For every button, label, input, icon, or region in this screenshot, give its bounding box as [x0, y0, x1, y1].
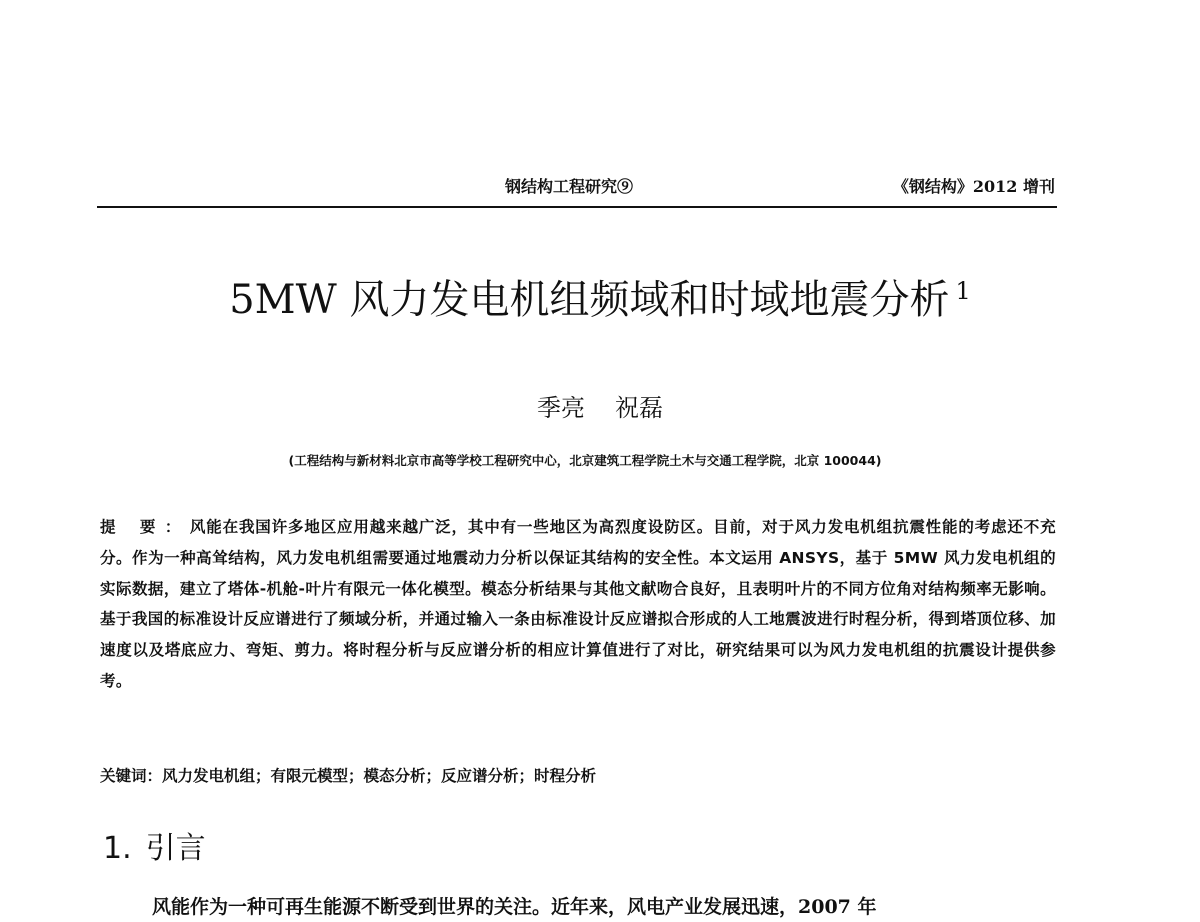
author-list — [0, 388, 1200, 428]
keywords-label: 关键词： — [100, 767, 163, 785]
abstract-text: 风能在我国许多地区应用越来越广泛，其中有一些地区为高烈度设防区。目前，对于风力发电机组抗震性能的考虑还不充分。作为一种高耸结构，风力发电机组需要通过地震动力分析以保证其结构的安全性。本文运用 ANSYS，基于 5MW 风力发电机组的实际数据，建立了塔体-机舱-叶片有限元一体化模型。模态分析结果与其他文献吻合良好，且表明叶片的不同方位角对结构频率无影响。基于我国的标准设计反应谱进行了频域分析，并通过输入一条由标准设计反应谱拟合形成的人工地震波进行时程分析，得到塔顶位移、加速度以及塔底应力、弯矩、剪力。将时程分析与反应谱分析的相应计算值进行了对比，研究结果可以为风力发电机组的抗震设计提供参考。 — [100, 518, 1056, 690]
section-heading — [103, 826, 206, 872]
author-name: 季亮 — [537, 394, 585, 422]
keywords — [100, 761, 1056, 791]
keywords-text: 风力发电机组；有限元模型；模态分析；反应谱分析；时程分析 — [162, 767, 597, 785]
abstract — [100, 512, 1056, 697]
paper-title-text: 5MW 风力发电机组频域和时域地震分析 — [229, 277, 950, 323]
paper-title — [0, 268, 1200, 337]
author-name: 祝磊 — [615, 394, 663, 422]
body-paragraph-first-line: 风能作为一种可再生能源不断受到世界的关注。近年来，风电产业发展迅速，2007 年 — [152, 896, 877, 918]
author-affiliation: (工程结构与新材料北京市高等学校工程研究中心，北京建筑工程学院土木与交通工程学院，北京 100044) — [288, 453, 882, 468]
abstract-label: 提 要： — [100, 518, 190, 536]
section-title: 引言 — [145, 831, 206, 866]
section-number: 1. — [103, 831, 132, 866]
header-journal-issue: 《钢结构》2012 增刊 — [892, 177, 1055, 196]
running-header — [97, 168, 1057, 208]
header-series-title: 钢结构工程研究⑨ — [505, 177, 634, 196]
title-footnote-mark: 1 — [955, 277, 971, 305]
